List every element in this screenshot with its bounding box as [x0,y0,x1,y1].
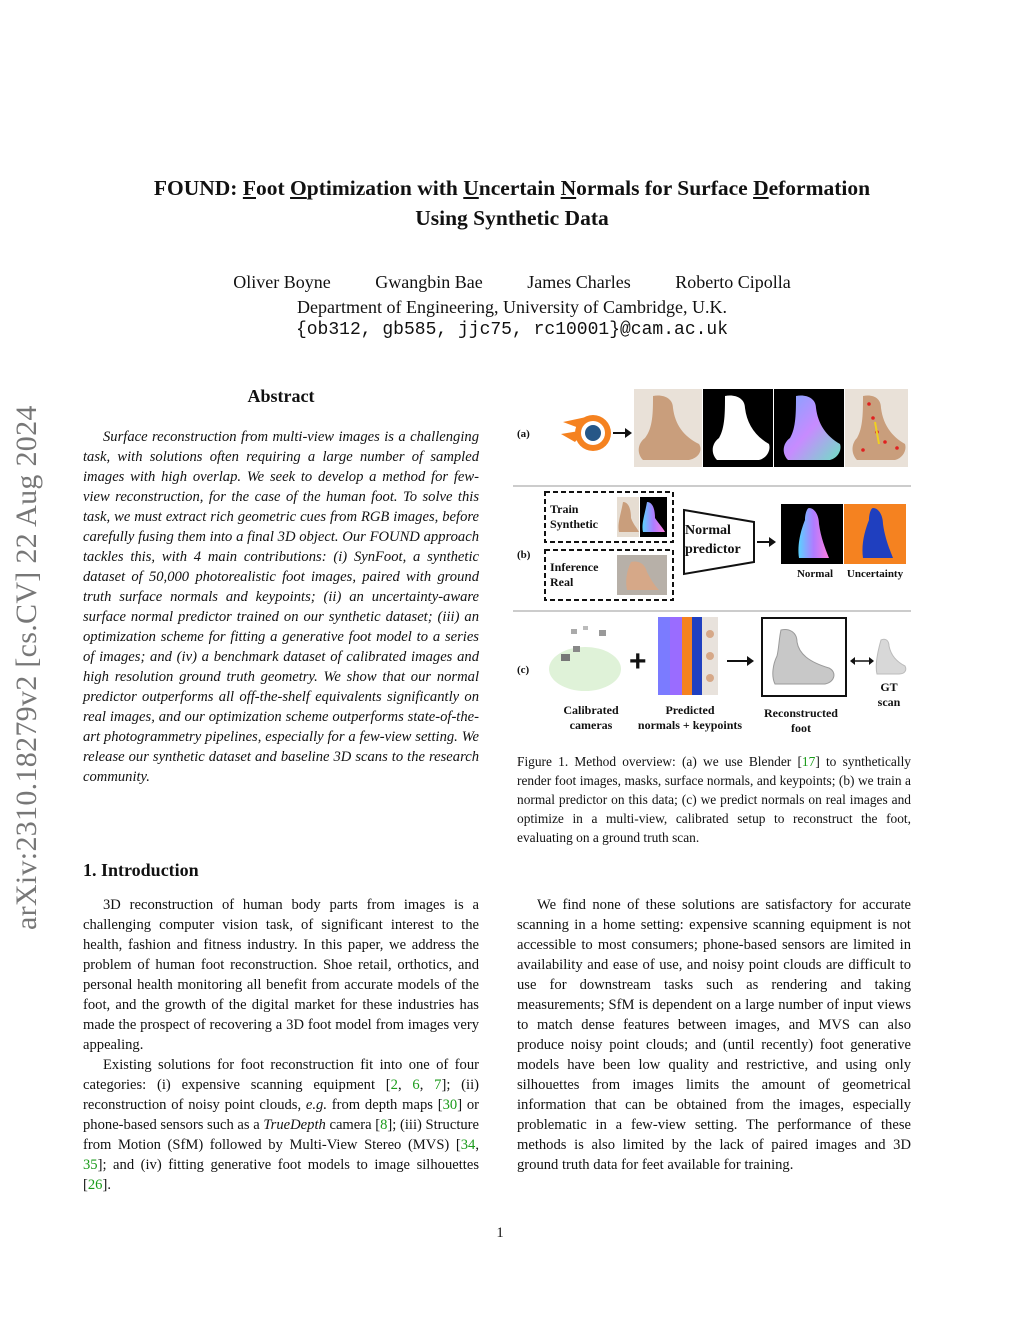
synthetic-rgb-image [634,389,702,467]
calibrated-cameras-illustration [549,626,621,691]
figure-1-caption [517,752,911,847]
abstract-heading: Abstract [247,386,315,406]
reconstructed-foot-label: Reconstructed foot [764,706,838,735]
citation-link[interactable]: 2 [390,1077,398,1093]
author-emails: {ob312, gb585, jjc75, rc10001}@cam.ac.uk [295,320,729,340]
intro-paragraph-3: We find none of these solutions are satisfactory for accurate scanning in a home setting: expensive scanning equipment is not accessible to most consumers; phone-based sensors are limited in availability and ease of use, and noisy point clouds are difficult to use for downstream tasks such as rendering and taking measurements; SfM is dependent on a large number of input views to match dense features between images, and MVS can also produce noisy point clouds; and (until recently) foot generative models have been low quality and restrictive, and using only silhouettes from images limits the amount of geometrical information that can be obtained from the images, especially problematic in a few-view setting. The performance of these methods is also limited by the lack of paired images and 3D ground truth data for feet available for training. [517,897,911,1173]
synthetic-keypoints-image [845,389,908,467]
comparison-arrow-icon [850,657,874,665]
author-list [60,270,964,294]
section-heading-introduction: 1. Introduction [83,860,199,880]
title-segment: ormals for Surface [576,176,754,200]
text-segment: Figure 1. Method overview: (a) we use Blender [ [517,754,802,769]
calibrated-cameras-label: Calibrated cameras [563,703,619,732]
abstract-text: Surface reconstruction from multi-view images is a challenging task, with solutions often requiring a large number of sampled images with high overlap. We seek to develop a method for few-view reconstruction, for the case of the human foot. To solve this task, we must extract rich geometric cues from RGB images, before carefully fusing them into a final 3D object. Our FOUND approach tackles this, with 4 main contributions: (i) SynFoot, a synthetic dataset of 50,000 photorealistic foot images, paired with ground truth surface normals and keypoints; (ii) an uncertainty-aware surface normal predictor trained on our synthetic dataset; (iii) an optimization scheme for fitting a generative foot model to a series of images; and (iv) a benchmark dataset of calibrated images and high resolution ground truth geometry. We show that our normal predictor outperforms all off-the-shelf equivalents significantly on real images, and our optimization scheme outperforms state-of-the-art photogrammetry pipelines, especially for a few-view setting. We release our synthetic dataset and baseline 3D scans to the research community. [83,429,479,785]
title-segment: oot [256,176,291,200]
uncertainty-output-label: Uncertainty [846,568,904,580]
text-segment: , [475,1137,479,1153]
gt-scan-illustration [876,639,906,674]
intro-right-column [517,895,911,1175]
text-segment: ]. [102,1177,111,1193]
title-acronym-letter: D [753,176,769,200]
title-line-1 [60,173,964,203]
reconstruct-arrow-icon [727,656,754,666]
figure-label-a: (a) [517,428,530,440]
page-number: 1 [496,1225,504,1241]
author-name: James Charles [527,272,631,292]
title-segment: eformation [768,176,871,200]
citation-link[interactable]: 30 [442,1097,458,1113]
citation-link[interactable]: 7 [434,1077,442,1093]
citation-link[interactable]: 17 [801,754,816,769]
intro-left-column [83,895,479,1195]
reconstructed-foot-box [762,618,846,696]
text-segment: ]; and (iv) fitting generative foot models to image silhouettes [ [83,1157,479,1193]
intro-paragraph-1: 3D reconstruction of human body parts from images is a challenging computer vision task, of significant interest to the health, fashion and fitness industry. In this paper, we address the problem of human foot reconstruction. Shoe retail, orthotics, and personal health monitoring all benefit from accurate models of the foot, and the growth of the digital market for these industries has made the prospect of recovering a 3D foot model from images very appealing. [83,897,479,1053]
title-acronym-letter: U [463,176,479,200]
citation-link[interactable]: 26 [87,1177,103,1193]
synthetic-normals-image [774,389,844,467]
title-acronym-letter: O [290,176,307,200]
title-line-2: Using Synthetic Data [415,206,609,230]
text-segment: camera [ [325,1117,381,1133]
predicted-uncertainty-image [844,504,906,564]
text-segment: TrueDepth [263,1117,326,1133]
citation-link[interactable]: 35 [83,1157,98,1173]
normal-output-label: Normal [796,568,834,580]
title-segment: FOUND: [153,176,243,200]
citation-link[interactable]: 8 [380,1117,388,1133]
train-label: Train Synthetic [550,502,598,531]
paper-title [60,173,964,233]
author-name: Gwangbin Bae [375,272,483,292]
predicted-label: Predicted normals + keypoints [637,703,743,732]
train-thumbnail [617,497,667,537]
figure-1 [513,384,911,736]
title-acronym-letter: F [242,176,256,200]
normal-predictor-label: Normal predictor [685,523,741,557]
text-segment: ]; (ii) reconstruction of noisy point clouds, [83,1077,480,1113]
title-segment: ptimization with [306,176,464,200]
author-name: Oliver Boyne [233,272,331,292]
synthetic-mask-image [703,389,773,467]
text-segment: ] or phone-based sensors such as a [83,1097,479,1133]
gt-scan-label: GT scan [877,680,901,709]
predictor-arrow-icon [757,537,776,547]
plus-sign: + [629,645,647,678]
author-name: Roberto Cipolla [675,272,791,292]
text-segment: ] to synthetically render foot images, masks, surface normals, and keypoints; (b) we train a normal predictor on this data; (c) we predict normals on real images and optimize in a multi-view, calibrated setup to reconstruct the foot, evaluating on a ground truth scan. [517,754,911,845]
blender-logo-icon [561,415,611,451]
predicted-normals-keypoints-strip [658,617,718,695]
text-segment: , [419,1077,435,1093]
citation-link[interactable]: 34 [460,1137,476,1153]
title-segment: ncertain [478,176,561,200]
text-segment: from depth maps [ [327,1097,443,1113]
intro-paragraph-2 [83,1055,479,1195]
predicted-normal-image [781,504,843,564]
arrow-icon [613,428,632,438]
text-segment: Existing solutions for foot reconstruction fit into one of four categories: (i) expensive scanning equipment [ [83,1057,479,1093]
text-segment: ]; (iii) Structure from Motion (SfM) followed by Multi-View Stereo (MVS) [ [83,1117,480,1153]
affiliation: Department of Engineering, University of Cambridge, U.K. [297,297,727,317]
figure-label-b: (b) [517,549,531,561]
inference-label: Inference Real [550,560,599,589]
citation-link[interactable]: 6 [412,1077,420,1093]
title-acronym-letter: N [560,176,577,200]
inference-thumbnail [617,555,667,595]
arxiv-stamp: arXiv:2310.18279v2 [cs.CV] 22 Aug 2024 [10,405,43,930]
text-segment: , [397,1077,413,1093]
figure-label-c: (c) [517,664,530,676]
text-segment: e.g. [305,1097,327,1113]
